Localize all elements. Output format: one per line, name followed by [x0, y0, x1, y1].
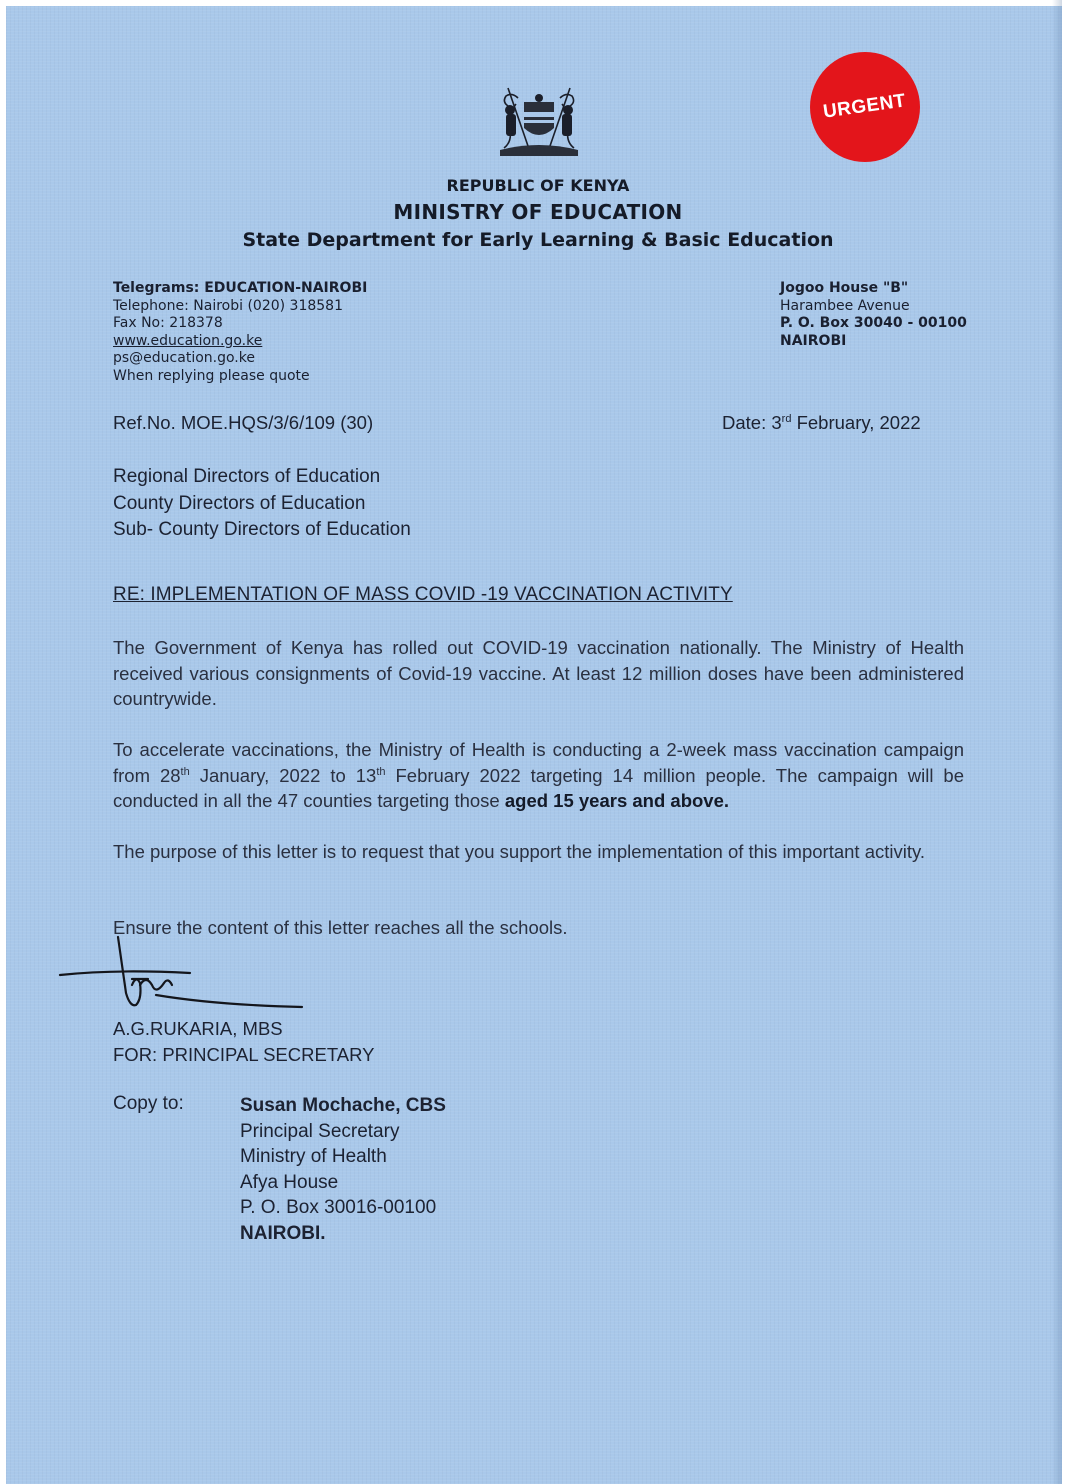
contact-telephone: Telephone: Nairobi (020) 318581 [113, 297, 343, 314]
address-building: Jogoo House "B" [780, 280, 909, 296]
coat-of-arms-icon [488, 84, 590, 158]
date-suffix: rd [781, 413, 792, 425]
copy-to-block [240, 1093, 446, 1246]
contact-reply-note: When replying please quote [113, 367, 310, 384]
urgent-stamp [810, 52, 920, 162]
date-prefix: Date: 3 [722, 412, 782, 433]
signature-icon [56, 935, 316, 1025]
copy-building: Afya House [240, 1171, 339, 1193]
paragraph-2-text: February 2022 targeting 14 million people. The campaign will be conducted in all the 47 counties targeting those [113, 764, 965, 811]
signatory-name: A.G.RUKARIA, MBS [113, 1018, 283, 1039]
paragraph-2 [113, 737, 964, 814]
address-street: Harambee Avenue [780, 297, 910, 314]
contact-telegrams: Telegrams: EDUCATION-NAIROBI [113, 280, 368, 296]
paragraph-2-text: To accelerate vaccinations, the Ministry of Health is conducting a 2-week mass vaccination campaign from 28 [113, 739, 964, 786]
contact-block [113, 280, 367, 386]
copy-title: Principal Secretary [240, 1120, 400, 1142]
address-city: NAIROBI [780, 332, 847, 349]
paragraph-1: The Government of Kenya has rolled out COVID-19 vaccination nationally. The Ministry of Health received various consignments of Covid-19 vaccine. At least 12 million doses have been administered countrywide. [113, 637, 964, 709]
paragraph-2-emphasis: aged 15 years and above [504, 790, 724, 811]
letterhead-country: REPUBLIC OF KENYA [446, 176, 630, 195]
letterhead-ministry: MINISTRY OF EDUCATION [393, 200, 683, 224]
recipient-item: Regional Directors of Education [113, 466, 381, 487]
recipient-item: Sub- County Directors of Education [113, 519, 411, 540]
paragraph-4: Ensure the content of this letter reaches all the schools. [113, 917, 568, 938]
signatory-capacity: FOR: PRINCIPAL SECRETARY [113, 1044, 375, 1065]
recipients-list [113, 464, 411, 544]
contact-email: ps@education.go.ke [113, 350, 255, 367]
reference-number: Ref.No. MOE.HQS/3/6/109 (30) [113, 412, 374, 433]
copy-name: Susan Mochache, CBS [240, 1095, 446, 1116]
signatory-block [113, 1016, 374, 1068]
urgent-stamp-label: URGENT [822, 90, 908, 123]
copy-city: NAIROBI. [240, 1222, 326, 1244]
paragraph-2-text: January, 2022 to 13 [189, 764, 377, 786]
letterhead-department: State Department for Early Learning & Basic Education [242, 229, 834, 251]
paragraph-2-end: . [723, 790, 730, 811]
paragraph-3: The purpose of this letter is to request that you support the implementation of this important activity. [113, 841, 926, 862]
copy-to-label: Copy to: [113, 1093, 184, 1114]
subject-line: RE: IMPLEMENTATION OF MASS COVID -19 VACCINATION ACTIVITY [113, 584, 733, 605]
copy-pobox: P. O. Box 30016-00100 [240, 1197, 437, 1218]
letter-date [722, 412, 921, 434]
contact-fax: Fax No: 218378 [113, 315, 223, 332]
contact-website-link[interactable]: www.education.go.ke [113, 332, 263, 349]
date-rest: February, 2022 [791, 412, 921, 433]
ordinal-suffix: th [376, 765, 386, 778]
address-block [780, 280, 967, 350]
recipient-item: County Directors of Education [113, 492, 366, 514]
address-pobox: P. O. Box 30040 - 00100 [780, 315, 967, 332]
copy-org: Ministry of Health [240, 1146, 387, 1167]
ordinal-suffix: th [180, 765, 190, 778]
